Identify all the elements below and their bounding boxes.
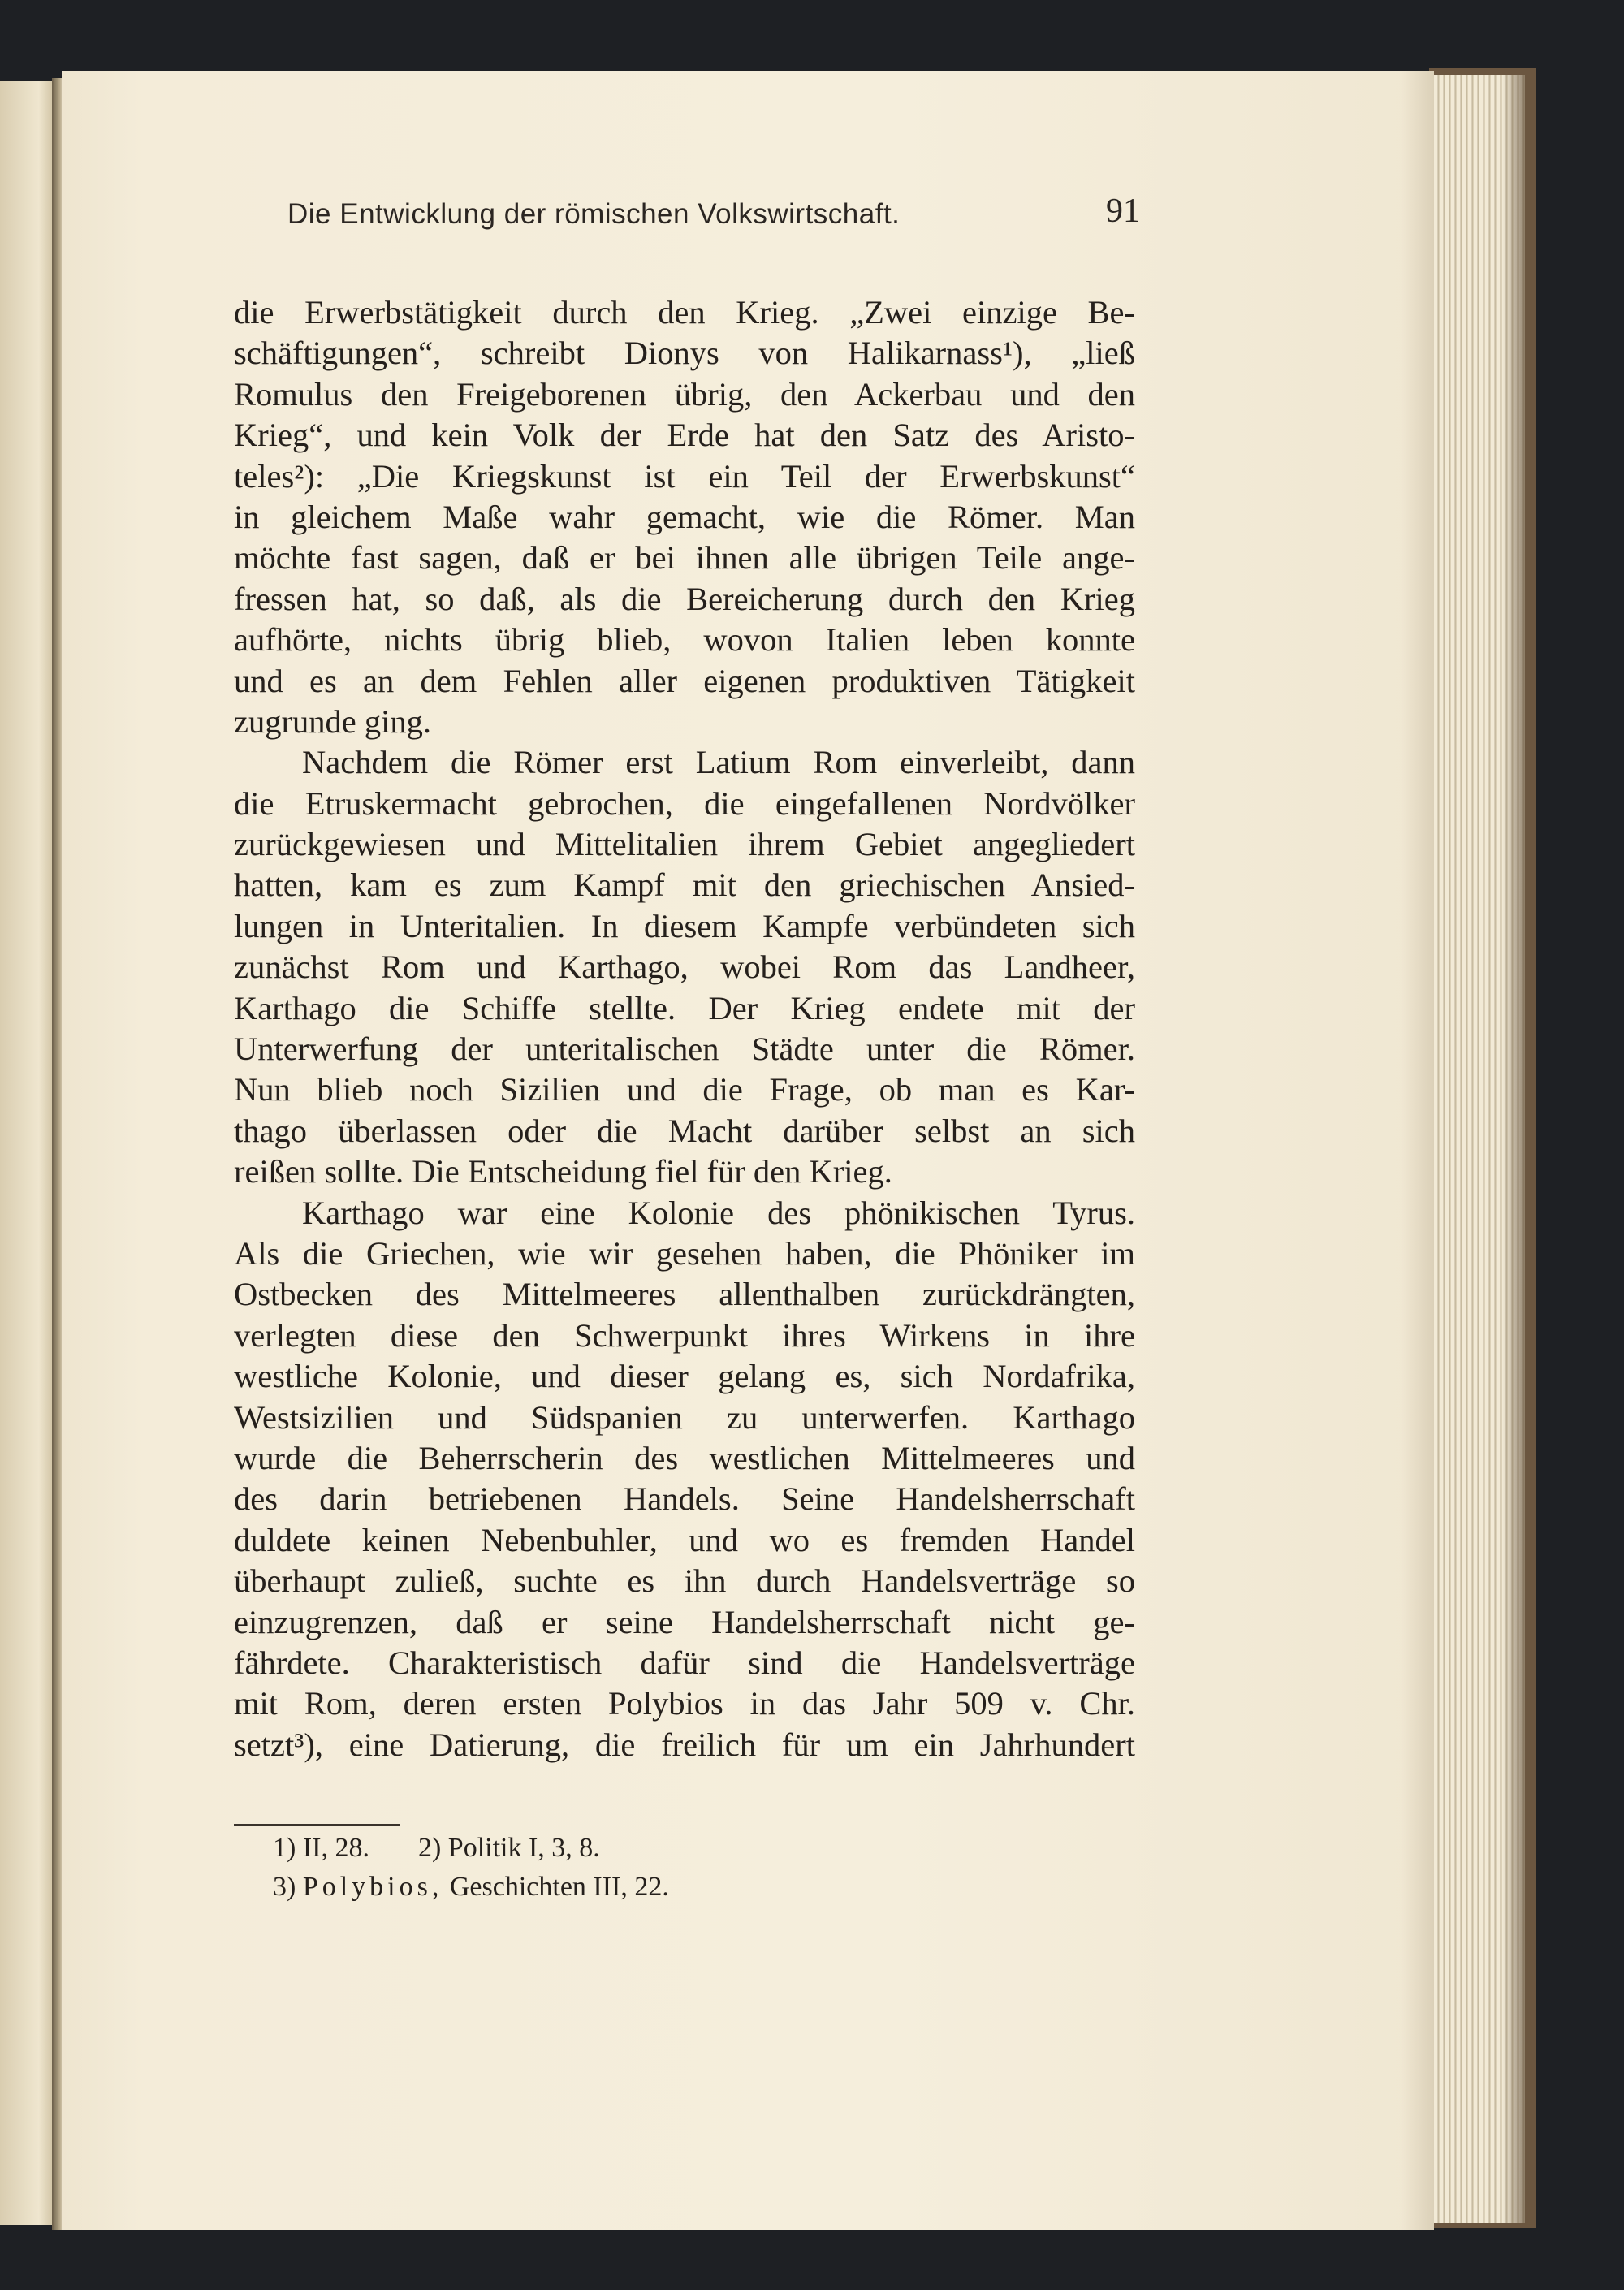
text-line: reißen sollte. Die Entscheidung fiel für den Krieg. [234,1153,892,1190]
text-line: des darin betriebenen Handels. Seine Handelsherrschaft [234,1480,1135,1518]
text-line: verlegten diese den Schwerpunkt ihres Wirkens in ihre [234,1316,1135,1354]
text-line: Als die Griechen, wie wir gesehen haben, die Phöniker im [234,1234,1135,1272]
text-line: Nun blieb noch Sizilien und die Frage, ob man es Kar- [234,1071,1135,1108]
text-line: westliche Kolonie, und dieser gelang es, sich Nordafrika, [234,1358,1135,1395]
text-line: die Erwerbstätigkeit durch den Krieg. „Zwei einzige Be- [234,294,1135,331]
text-line: möchte fast sagen, daß er bei ihnen alle übrigen Teile ange- [234,539,1135,577]
footnotes [273,1829,922,1907]
text-line: Unterwerfung der unteritalischen Städte unter die Römer. [234,1030,1135,1068]
text-line: zugrunde ging. [234,702,431,740]
footnote-3-author: Polybios, [302,1872,443,1902]
text-line: wurde die Beherrscherin des westlichen Mittelmeeres und [234,1439,1135,1476]
text-line: Ostbecken des Mittelmeeres allenthalben zurückdrängten, [234,1276,1135,1313]
text-line: lungen in Unteritalien. In diesem Kampfe verbündeten sich [234,907,1135,944]
page-shade [1402,71,1434,2230]
text-line: aufhörte, nichts übrig blieb, wovon Italien leben konnte [234,621,1135,659]
text-line: teles²): „Die Kriegskunst ist ein Teil der Erwerbskunst“ [234,457,1135,495]
page-number: 91 [1106,192,1140,230]
text-line: thago überlassen oder die Macht darüber selbst an sich [234,1112,1135,1149]
footnote-1: 1) II, 28. [273,1833,369,1863]
text-line: fressen hat, so daß, als die Bereicherung durch den Krieg [234,580,1135,617]
footnote-2: 2) Politik I, 3, 8. [417,1833,600,1863]
text-line: zurückgewiesen und Mittelitalien ihrem Gebiet angegliedert [234,826,1135,863]
text-line: mit Rom, deren ersten Polybios in das Jahr 509 v. Chr. [234,1685,1135,1722]
left-page-edge [0,81,55,2225]
footnote-3-text: Geschichten III, 22. [449,1872,669,1902]
text-line: in gleichem Maße wahr gemacht, wie die Römer. Man [234,498,1135,535]
footnote-line [273,1868,922,1907]
text-line: setzt³), eine Datierung, die freilich für um ein Jahrhundert [234,1726,1135,1763]
text-line: Nachdem die Römer erst Latium Rom einverleibt, dann [302,744,1135,781]
text-line: schäftigungen“, schreibt Dionys von Halikarnass¹), „ließ [234,335,1135,372]
text-line: Karthago war eine Kolonie des phönikischen Tyrus. [302,1194,1135,1231]
text-line: duldete keinen Nebenbuhler, und wo es fremden Handel [234,1521,1135,1558]
text-line: zunächst Rom und Karthago, wobei Rom das Landheer, [234,948,1135,986]
running-head: Die Entwicklung der römischen Volkswirtschaft. [287,198,901,230]
text-line: überhaupt zuließ, suchte es ihn durch Handelsverträge so [234,1562,1135,1600]
text-line: Krieg“, und kein Volk der Erde hat den Satz des Aristo- [234,417,1135,454]
footnote-3-number: 3) [273,1872,296,1902]
text-line: hatten, kam es zum Kampf mit den griechischen Ansied- [234,866,1135,904]
footnote-rule [234,1824,400,1826]
text-line: Westsizilien und Südspanien zu unterwerfen. Karthago [234,1398,1135,1436]
text-line: und es an dem Fehlen aller eigenen produktiven Tätigkeit [234,662,1135,699]
page-edges-shadow [1502,75,1525,2223]
body-text [234,292,1135,1765]
page-header [287,192,1140,263]
footnote-line [273,1829,922,1868]
text-line: die Etruskermacht gebrochen, die eingefallenen Nordvölker [234,784,1135,822]
text-line: Karthago die Schiffe stellte. Der Krieg endete mit der [234,989,1135,1026]
text-line: einzugrenzen, daß er seine Handelsherrschaft nicht ge- [234,1603,1135,1640]
text-line: fährdete. Charakteristisch dafür sind die Handelsverträge [234,1644,1135,1681]
text-line: Romulus den Freigeborenen übrig, den Ackerbau und den [234,375,1135,413]
